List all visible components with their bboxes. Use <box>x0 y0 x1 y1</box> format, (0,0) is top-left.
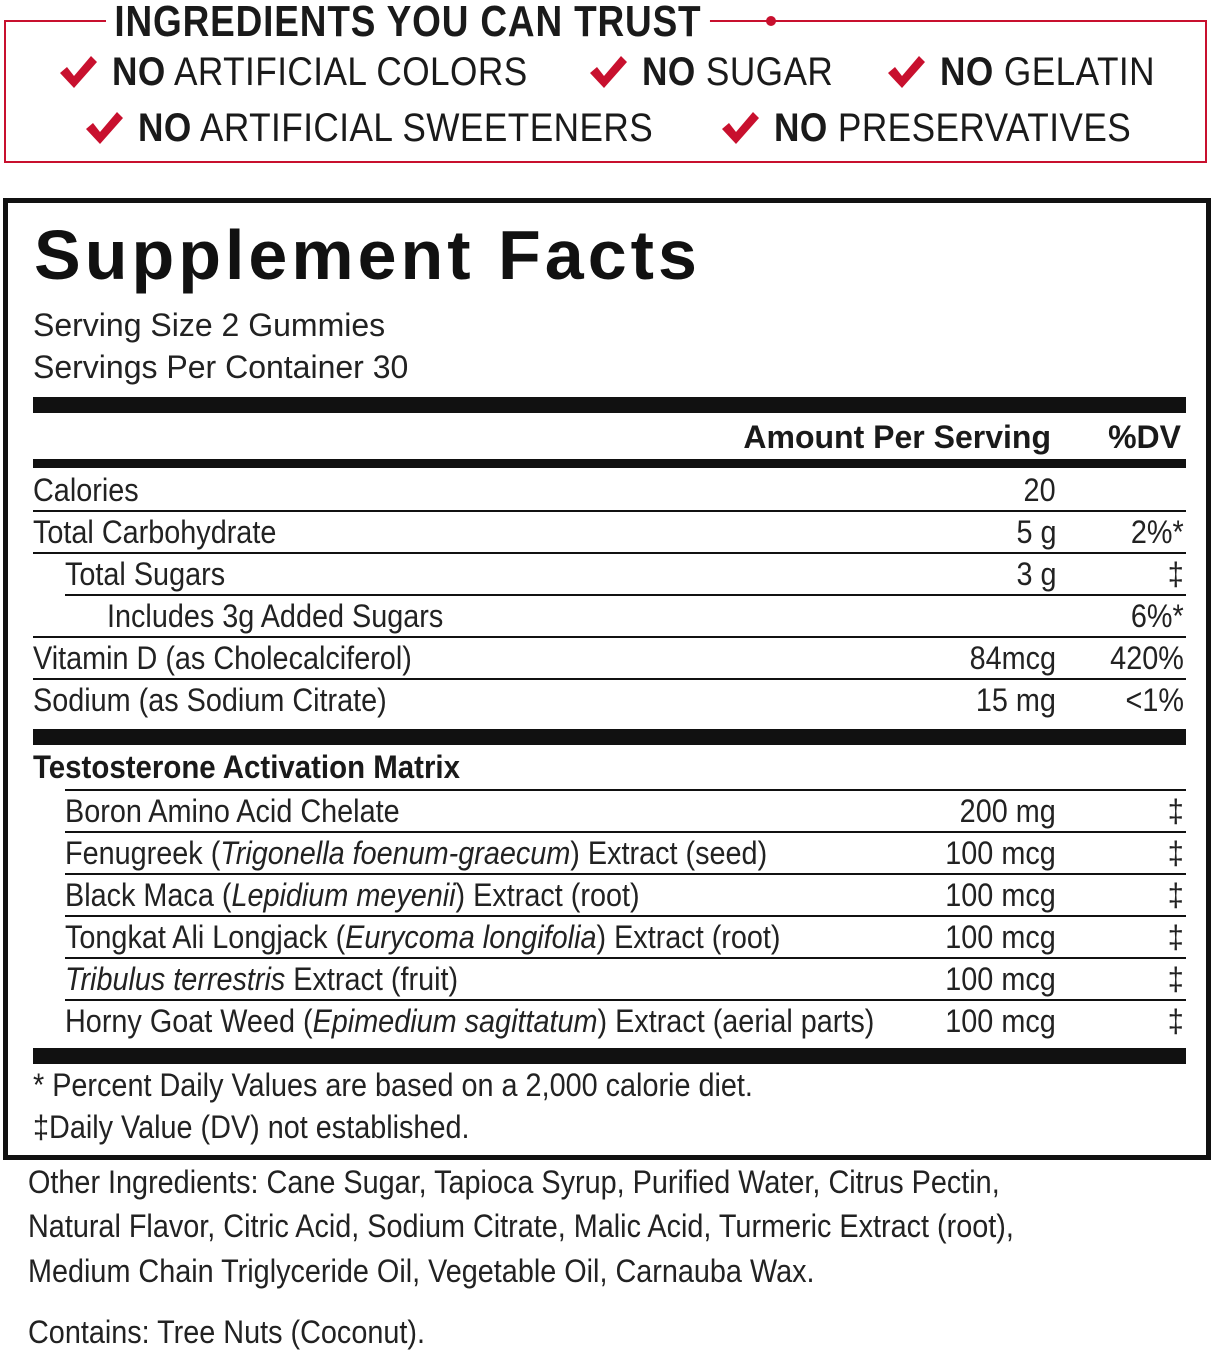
claim-no-artificial-sweeteners <box>84 106 723 150</box>
servings-per-container: Servings Per Container 30 <box>33 349 409 385</box>
nutrient-name: Total Carbohydrate <box>33 514 277 550</box>
claim-label: GELATIN <box>993 49 1155 94</box>
ingredient-dv: ‡ <box>1167 1003 1184 1039</box>
claim-prefix: NO <box>112 49 166 94</box>
trust-box-title: INGREDIENTS YOU CAN TRUST <box>106 0 710 44</box>
claim-prefix: NO <box>774 105 828 150</box>
matrix-row-fenugreek <box>65 833 1186 875</box>
nutrient-name: Total Sugars <box>65 556 226 592</box>
ingredient-amount: 200 mg <box>959 793 1056 829</box>
ingredient-dv: ‡ <box>1167 793 1184 829</box>
allergen-contains: Contains: Tree Nuts (Coconut). <box>28 1314 425 1350</box>
ingredient-name: Tribulus terrestris Extract (fruit) <box>65 961 459 997</box>
nutrient-row-total-carbohydrate <box>33 512 1186 554</box>
thick-divider <box>33 1048 1186 1064</box>
supplement-facts-title: Supplement Facts <box>34 216 701 294</box>
matrix-row-horny-goat-weed <box>65 1001 1186 1043</box>
supplement-facts-panel <box>3 198 1211 1160</box>
nutrient-amount: 15 mg <box>975 682 1056 718</box>
thick-divider <box>33 729 1186 745</box>
red-checkmark-icon <box>720 110 760 146</box>
matrix-row-tongkat-ali <box>65 917 1186 959</box>
nutrient-row-vitamin-d <box>33 638 1186 680</box>
serving-size: Serving Size 2 Gummies <box>33 307 386 343</box>
matrix-row-black-maca <box>65 875 1186 917</box>
nutrient-amount: 3 g <box>1015 556 1056 592</box>
claim-prefix: NO <box>642 49 696 94</box>
nutrient-row-calories <box>33 470 1186 512</box>
claim-label: ARTIFICIAL SWEETENERS <box>191 105 654 150</box>
nutrient-name: Vitamin D (as Cholecalciferol) <box>33 640 412 676</box>
claim-no-gelatin <box>886 50 1184 94</box>
nutrient-dv: ‡ <box>1167 556 1184 592</box>
nutrient-row-total-sugars <box>65 554 1186 596</box>
nutrient-name: Sodium (as Sodium Citrate) <box>33 682 387 718</box>
daily-value-header: %DV <box>1108 419 1181 455</box>
red-checkmark-icon <box>588 54 628 90</box>
ingredient-dv: ‡ <box>1167 877 1184 913</box>
nutrient-row-added-sugars <box>33 596 1186 638</box>
claim-no-sugar <box>588 50 859 94</box>
amount-per-serving-header: Amount Per Serving <box>743 419 1051 455</box>
nutrient-dv: 420% <box>1110 640 1184 676</box>
red-checkmark-icon <box>886 54 926 90</box>
footnote-dv-not-established: ‡Daily Value (DV) not established. <box>33 1109 470 1145</box>
claim-no-preservatives <box>720 106 1180 150</box>
ingredient-dv: ‡ <box>1167 919 1184 955</box>
ingredient-dv: ‡ <box>1167 835 1184 871</box>
ingredient-dv: ‡ <box>1167 961 1184 997</box>
medium-divider <box>33 459 1186 468</box>
claim-label: SUGAR <box>695 49 834 94</box>
claim-label: ARTIFICIAL COLORS <box>165 49 528 94</box>
red-checkmark-icon <box>58 54 98 90</box>
matrix-row-boron <box>65 791 1186 833</box>
claim-label: PRESERVATIVES <box>827 105 1132 150</box>
nutrient-amount: 20 <box>1023 472 1056 508</box>
ingredient-name: Black Maca (Lepidium meyenii) Extract (root) <box>65 877 640 913</box>
red-checkmark-icon <box>84 110 124 146</box>
nutrient-amount: 5 g <box>1015 514 1056 550</box>
claim-prefix: NO <box>138 105 192 150</box>
ingredient-amount: 100 mcg <box>945 919 1056 955</box>
matrix-row-tribulus <box>65 959 1186 1001</box>
ingredient-amount: 100 mcg <box>945 835 1056 871</box>
other-ingredients-line-3: Medium Chain Triglyceride Oil, Vegetable Oil, Carnauba Wax. <box>28 1253 815 1289</box>
ingredients-trust-box <box>4 0 1207 163</box>
footnote-percent-dv: * Percent Daily Values are based on a 2,000 calorie diet. <box>33 1067 753 1103</box>
other-ingredients-line-2: Natural Flavor, Citric Acid, Sodium Citrate, Malic Acid, Turmeric Extract (root), <box>28 1208 1014 1244</box>
ingredient-name: Horny Goat Weed (Epimedium sagittatum) Extract (aerial parts) <box>65 1003 875 1039</box>
nutrient-dv: 2%* <box>1131 514 1184 550</box>
ingredient-name: Fenugreek (Trigonella foenum-graecum) Extract (seed) <box>65 835 768 871</box>
ingredient-amount: 100 mcg <box>945 1003 1056 1039</box>
nutrient-name: Calories <box>33 472 139 508</box>
thick-divider <box>33 397 1186 413</box>
nutrient-amount: 84mcg <box>969 640 1056 676</box>
testosterone-matrix-title: Testosterone Activation Matrix <box>33 749 460 785</box>
ingredient-amount: 100 mcg <box>945 877 1056 913</box>
nutrient-row-sodium <box>33 680 1186 722</box>
nutrient-name: Includes 3g Added Sugars <box>107 598 444 634</box>
trust-box-dot-ornament <box>766 16 776 26</box>
nutrient-dv: <1% <box>1125 682 1184 718</box>
ingredient-name: Boron Amino Acid Chelate <box>65 793 400 829</box>
nutrient-dv: 6%* <box>1131 598 1184 634</box>
claim-prefix: NO <box>940 49 994 94</box>
ingredient-name: Tongkat Ali Longjack (Eurycoma longifolia) Extract (root) <box>65 919 781 955</box>
ingredient-amount: 100 mcg <box>945 961 1056 997</box>
claim-no-artificial-colors <box>58 50 584 94</box>
other-ingredients-line-1: Other Ingredients: Cane Sugar, Tapioca Syrup, Purified Water, Citrus Pectin, <box>28 1164 1000 1200</box>
